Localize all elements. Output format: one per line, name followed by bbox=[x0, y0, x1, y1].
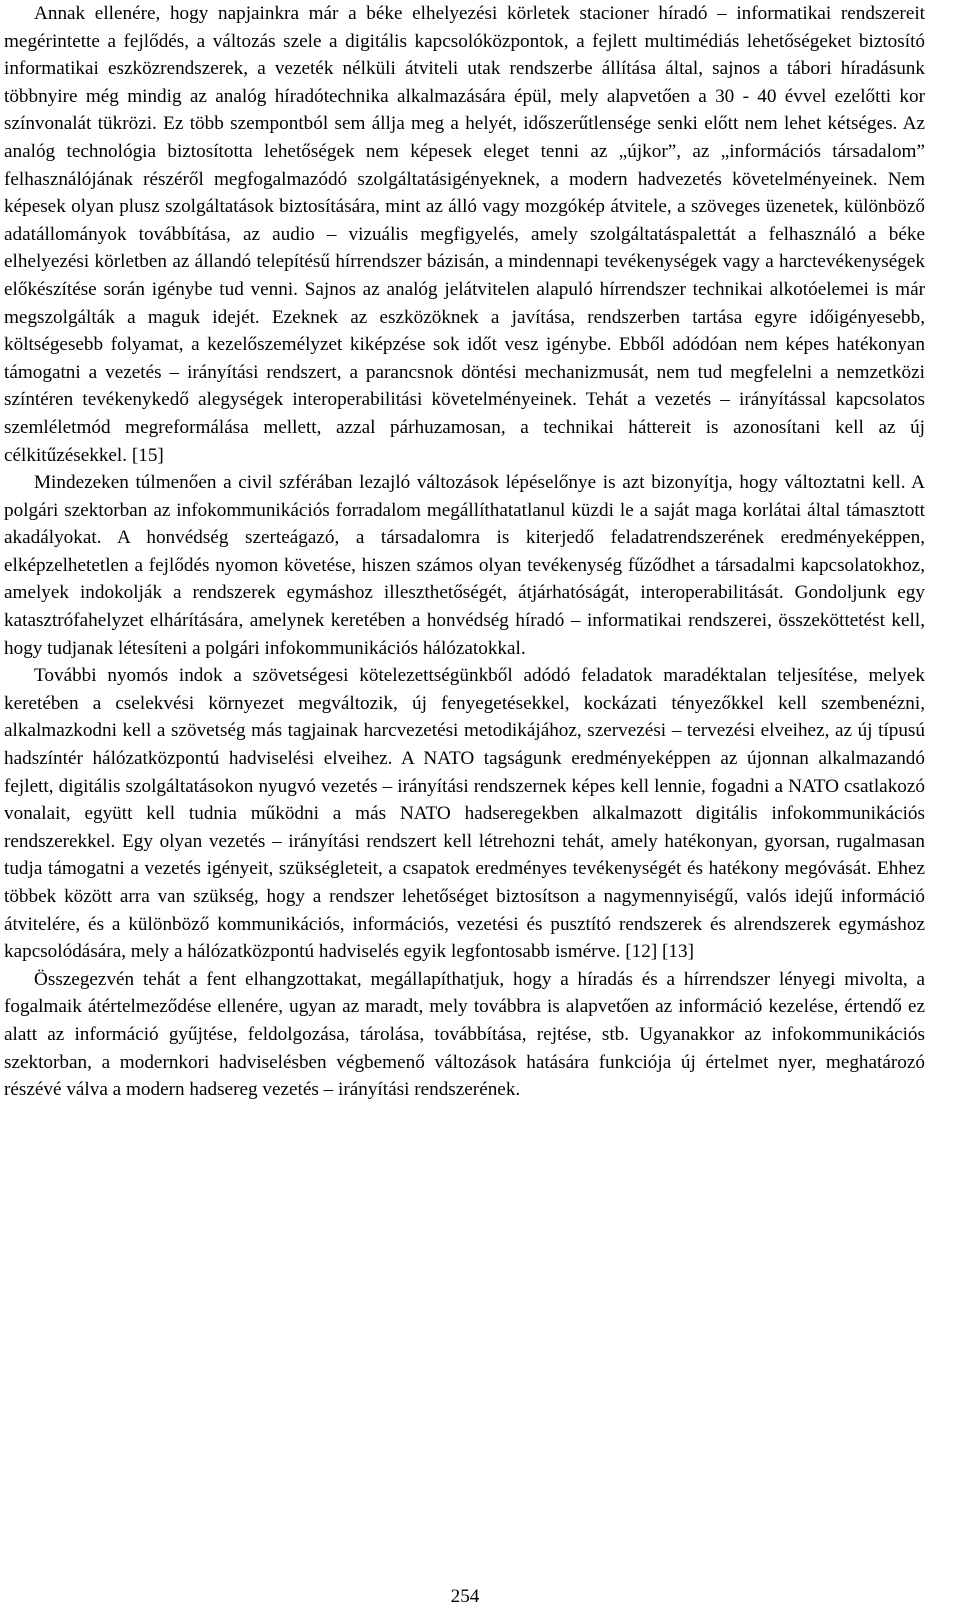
paragraph-1 bbox=[4, 0, 925, 469]
page-number: 254 bbox=[450, 1586, 480, 1607]
paragraph-3-text: További nyomós indok a szövetségesi kötelezettségünkből adódó feladatok maradéktalan teljesítése, melyek keretében a cselekvési környezet megváltozik, új fenyegetésekkel, kockázati tényezőkkel kell szembenézni, alkalmazkodni kell a szövetség más tagjainak harcvezetési metodikájához, szervezési – tervezési elveihez, az új típusú hadszíntér hálózatközpontú hadviselési elveihez. A NATO tagságunk eredményeképpen az újonnan alkalmazandó fejlett, digitális szolgáltatásokon nyugvó vezetés – irányítási rendszernek képes kell lennie, fogadni a NATO csatlakozó vonalait, együtt kell tudnia működni a más NATO hadseregekben alkalmazott digitális infokommunikációs rendszerekkel. Egy olyan vezetés – irányítási rendszert kell létrehozni tehát, amely hatékonyan, gyorsan, rugalmasan tudja támogatni a vezetés igényeit, szükségleteit, a csapatok eredményes tevékenységét és hatékony megóvását. Ehhez többek között arra van szükség, hogy a rendszer lehetőséget biztosítson a nagymennyiségű, valós idejű információ átvitelére, és a különböző kommunikációs, információs, vezetési és pusztító rendszerek és alrendszerek egymáshoz kapcsolódására, mely a hálózatközpontú hadviselés egyik legfontosabb ismérve. [12] [13] bbox=[4, 665, 925, 963]
paragraph-4-text: Összegezvén tehát a fent elhangzottakat, megállapíthatjuk, hogy a híradás és a hírrendszer lényegi mivolta, a fogalmaik átértelmeződése ellenére, ugyan az maradt, mely továbbra is alapvetően az információ kezelése, értendő ez alatt az információ gyűjtése, feldolgozása, tárolása, továbbítása, rejtése, stb. Ugyanakkor az infokommunikációs szektorban, a modernkori hadviselésben végbemenő változások hatására funkciója új értelmet nyer, meghatározó részévé válva a modern hadsereg vezetés – irányítási rendszerének. bbox=[4, 968, 925, 1101]
paragraph-1-sentence-group-2: Az analóg technológia biztosította lehetőségek nem képesek eleget tenni az „újkor”, az „információs társadalom” felhasználójának részéről megfogalmazódó szolgáltatásigényeknek, a modern hadvezetés követelményeinek. Nem képesek olyan plusz szolgáltatások biztosítására, mint az álló vagy mozgókép átvitele, a szöveges üzenetek, különböző adatállományok továbbítása, az audio – vizuális megfigyelés, amely szolgáltatáspalettát a felhasználó a béke elhelyezési körletben az állandó telepítésű hírrendszer bázisán, a mindennapi tevékenységek vagy a harctevékenységek előkészítése során igénybe tud venni. Sajnos az analóg jelátvitelen alapuló hírrendszer technikai alkotóelemei is már megszolgálták a maguk idejét. Ezeknek az eszközöknek a javítása, rendszerben tartása egyre időigényesebb, költségesebb folyamat, a kezelőszemélyzet kiképzése sok időt vesz igénybe. Ebből adódóan nem képes hatékonyan támogatni a vezetés – irányítási rendszert, a parancsnok döntési mechanizmusát, nem tud megfelelni a nemzetközi színtéren tevékenykedő alegységek interoperabilitási követelményeinek. Tehát a vezetés – irányítással kapcsolatos szemléletmód megreformálása mellett, azzal párhuzamosan, a technikai háttereit is azonosítani kell az új célkitűzésekkel. [15] bbox=[4, 113, 925, 466]
paragraph-3 bbox=[4, 662, 925, 966]
paragraph-4 bbox=[4, 966, 925, 1104]
document-page bbox=[4, 0, 925, 1104]
paragraph-2 bbox=[4, 469, 925, 662]
paragraph-1-sentence-group-1: Annak ellenére, hogy napjainkra már a béke elhelyezési körletek stacioner híradó – informatikai rendszereit megérintette a fejlődés, a változás szele a digitális kapcsolóközpontok, a fejlett multimédiás lehetőségeket biztosító informatikai eszközrendszerek, a vezeték nélküli átviteli utak rendszerbe állítása által, sajnos a tábori híradásunk többnyire még mindig az analóg híradótechnika alkalmazására épül, mely alapvetően a 30 - 40 évvel ezelőtti kor színvonalát tükrözi. Ez több szempontból sem állja meg a helyét, időszerűtlensége senki előtt nem lehet kétséges. bbox=[4, 3, 925, 135]
paragraph-2-text: Mindezeken túlmenően a civil szférában lezajló változások lépéselőnye is azt bizonyítja, hogy változtatni kell. A polgári szektorban az infokommunikációs forradalom megállíthatatlanul küzdi le a saját maga korlátai által támasztott akadályokat. A honvédség szerteágazó, a társadalomra is kiterjedő feladatrendszerének eredményeképpen, elképzelhetetlen a fejlődés nyomon követése, hiszen számos olyan tevékenység fűződhet a társadalmi kapcsolatokhoz, amelyek indokolják a rendszerek egymáshoz illeszthetőségét, átjárhatóságát, interoperabilitását. Gondoljunk egy katasztrófahelyzet elhárítására, amelynek keretében a honvédség híradó – informatikai rendszerei, összeköttetést kell, hogy tudjanak létesíteni a polgári infokommunikációs hálózatokkal. bbox=[4, 472, 925, 659]
